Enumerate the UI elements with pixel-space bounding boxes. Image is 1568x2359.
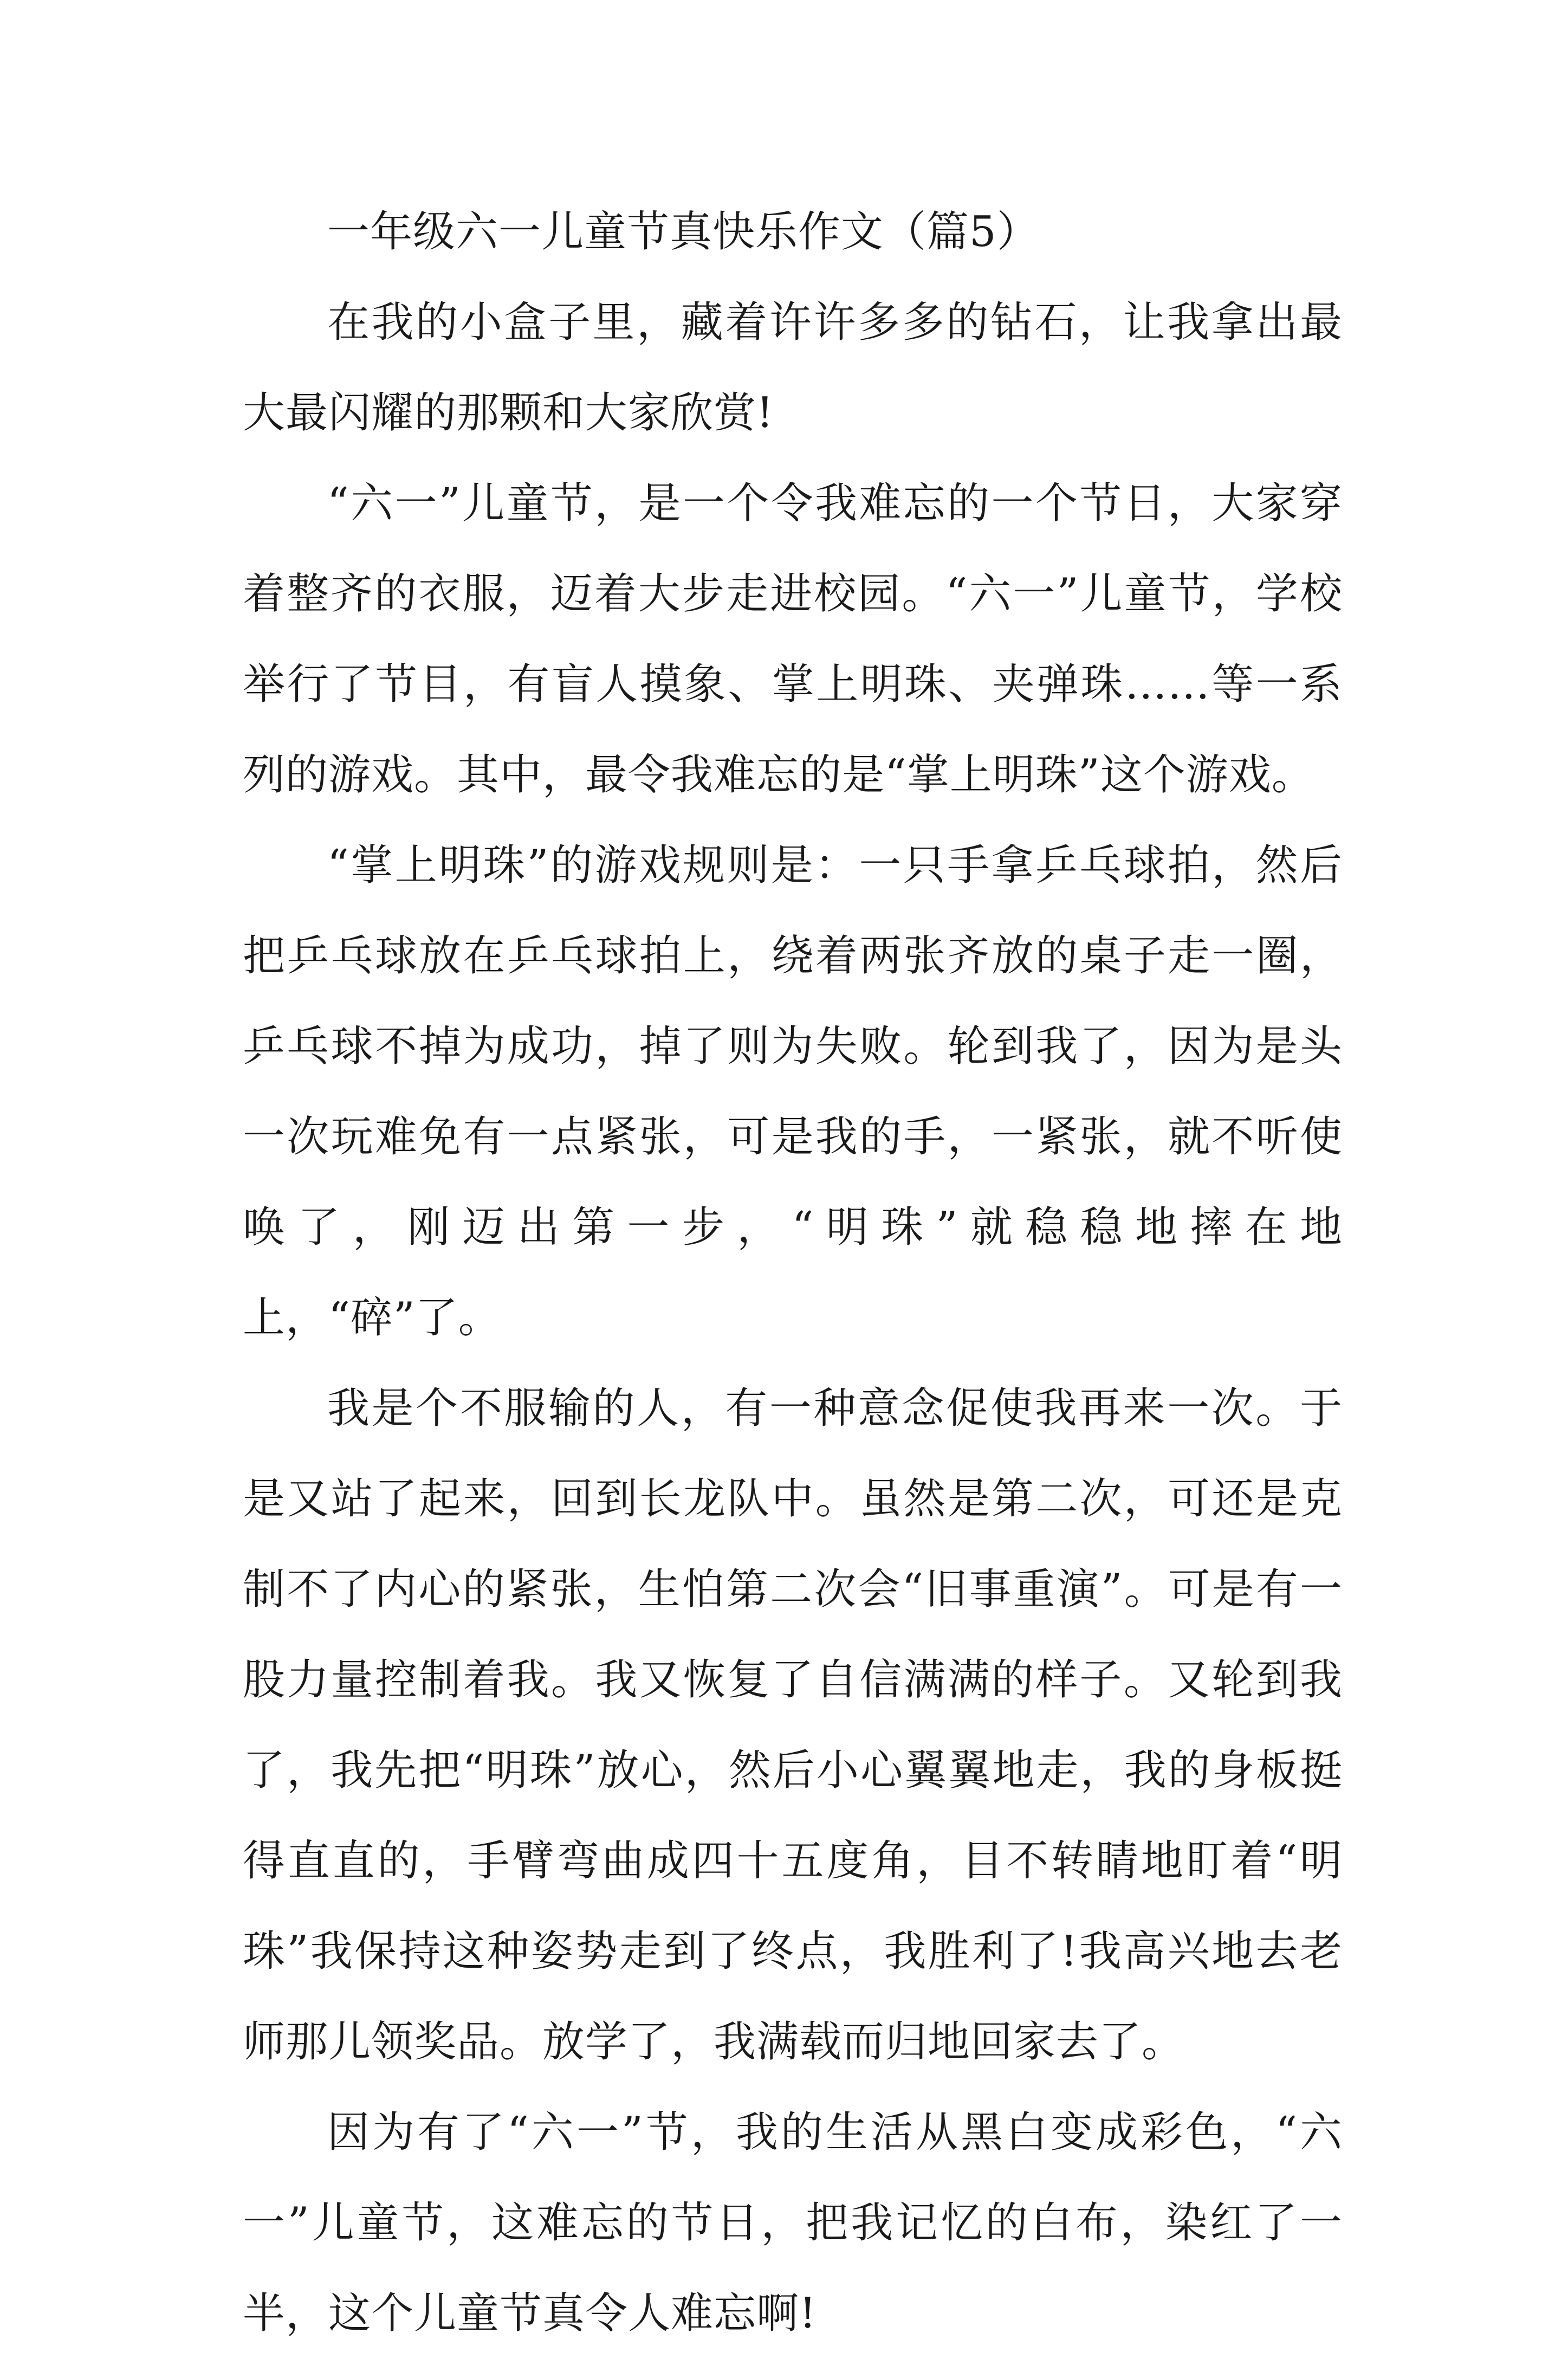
- paragraph-second-try: 我是个不服输的人，有一种意念促使我再来一次。于是又站了起来，回到长龙队中。虽然是第二次，可还是克制不了内心的紧张，生怕第二次会“旧事重演”。可是有一股力量控制着我。我又恢复了自信满满的样子。又轮到我了，我先把“明珠”放心，然后小心翼翼地走，我的身板挺得直直的，手臂弯曲成四十五度角，目不转睛地盯着“明珠”我保持这种姿势走到了终点，我胜利了!我高兴地去老师那儿领奖品。放学了，我满载而归地回家去了。: [243, 1384, 1343, 2066]
- document-title: 一年级六一儿童节真快乐作文（篇5）: [327, 208, 1040, 256]
- paragraph-game-rules: “掌上明珠”的游戏规则是：一只手拿乒乓球拍，然后把乒乓球放在乒乓球拍上，绕着两张齐放的桌子走一圈，乒乓球不掉为成功，掉了则为失败。轮到我了，因为是头一次玩难免有一点紧张，可是我的手，一紧张，就不听使唤了，刚迈出第一步，“明珠”就稳稳地摔在地上，“碎”了。: [243, 841, 1343, 1342]
- document-body: [243, 187, 1343, 2359]
- paragraph-conclusion: 因为有了“六一”节，我的生活从黑白变成彩色，“六一”儿童节，这难忘的节日，把我记忆的白布，染红了一半，这个儿童节真令人难忘啊!: [243, 2108, 1343, 2338]
- paragraph-intro: 在我的小盒子里，藏着许许多多的钻石，让我拿出最大最闪耀的那颗和大家欣赏!: [243, 298, 1343, 437]
- paragraph-festival: “六一”儿童节，是一个令我难忘的一个节日，大家穿着整齐的衣服，迈着大步走进校园。“六一”儿童节，学校举行了节目，有盲人摸象、掌上明珠、夹弹珠……等一系列的游戏。其中，最令我难忘的是“掌上明珠”这个游戏。: [243, 479, 1343, 799]
